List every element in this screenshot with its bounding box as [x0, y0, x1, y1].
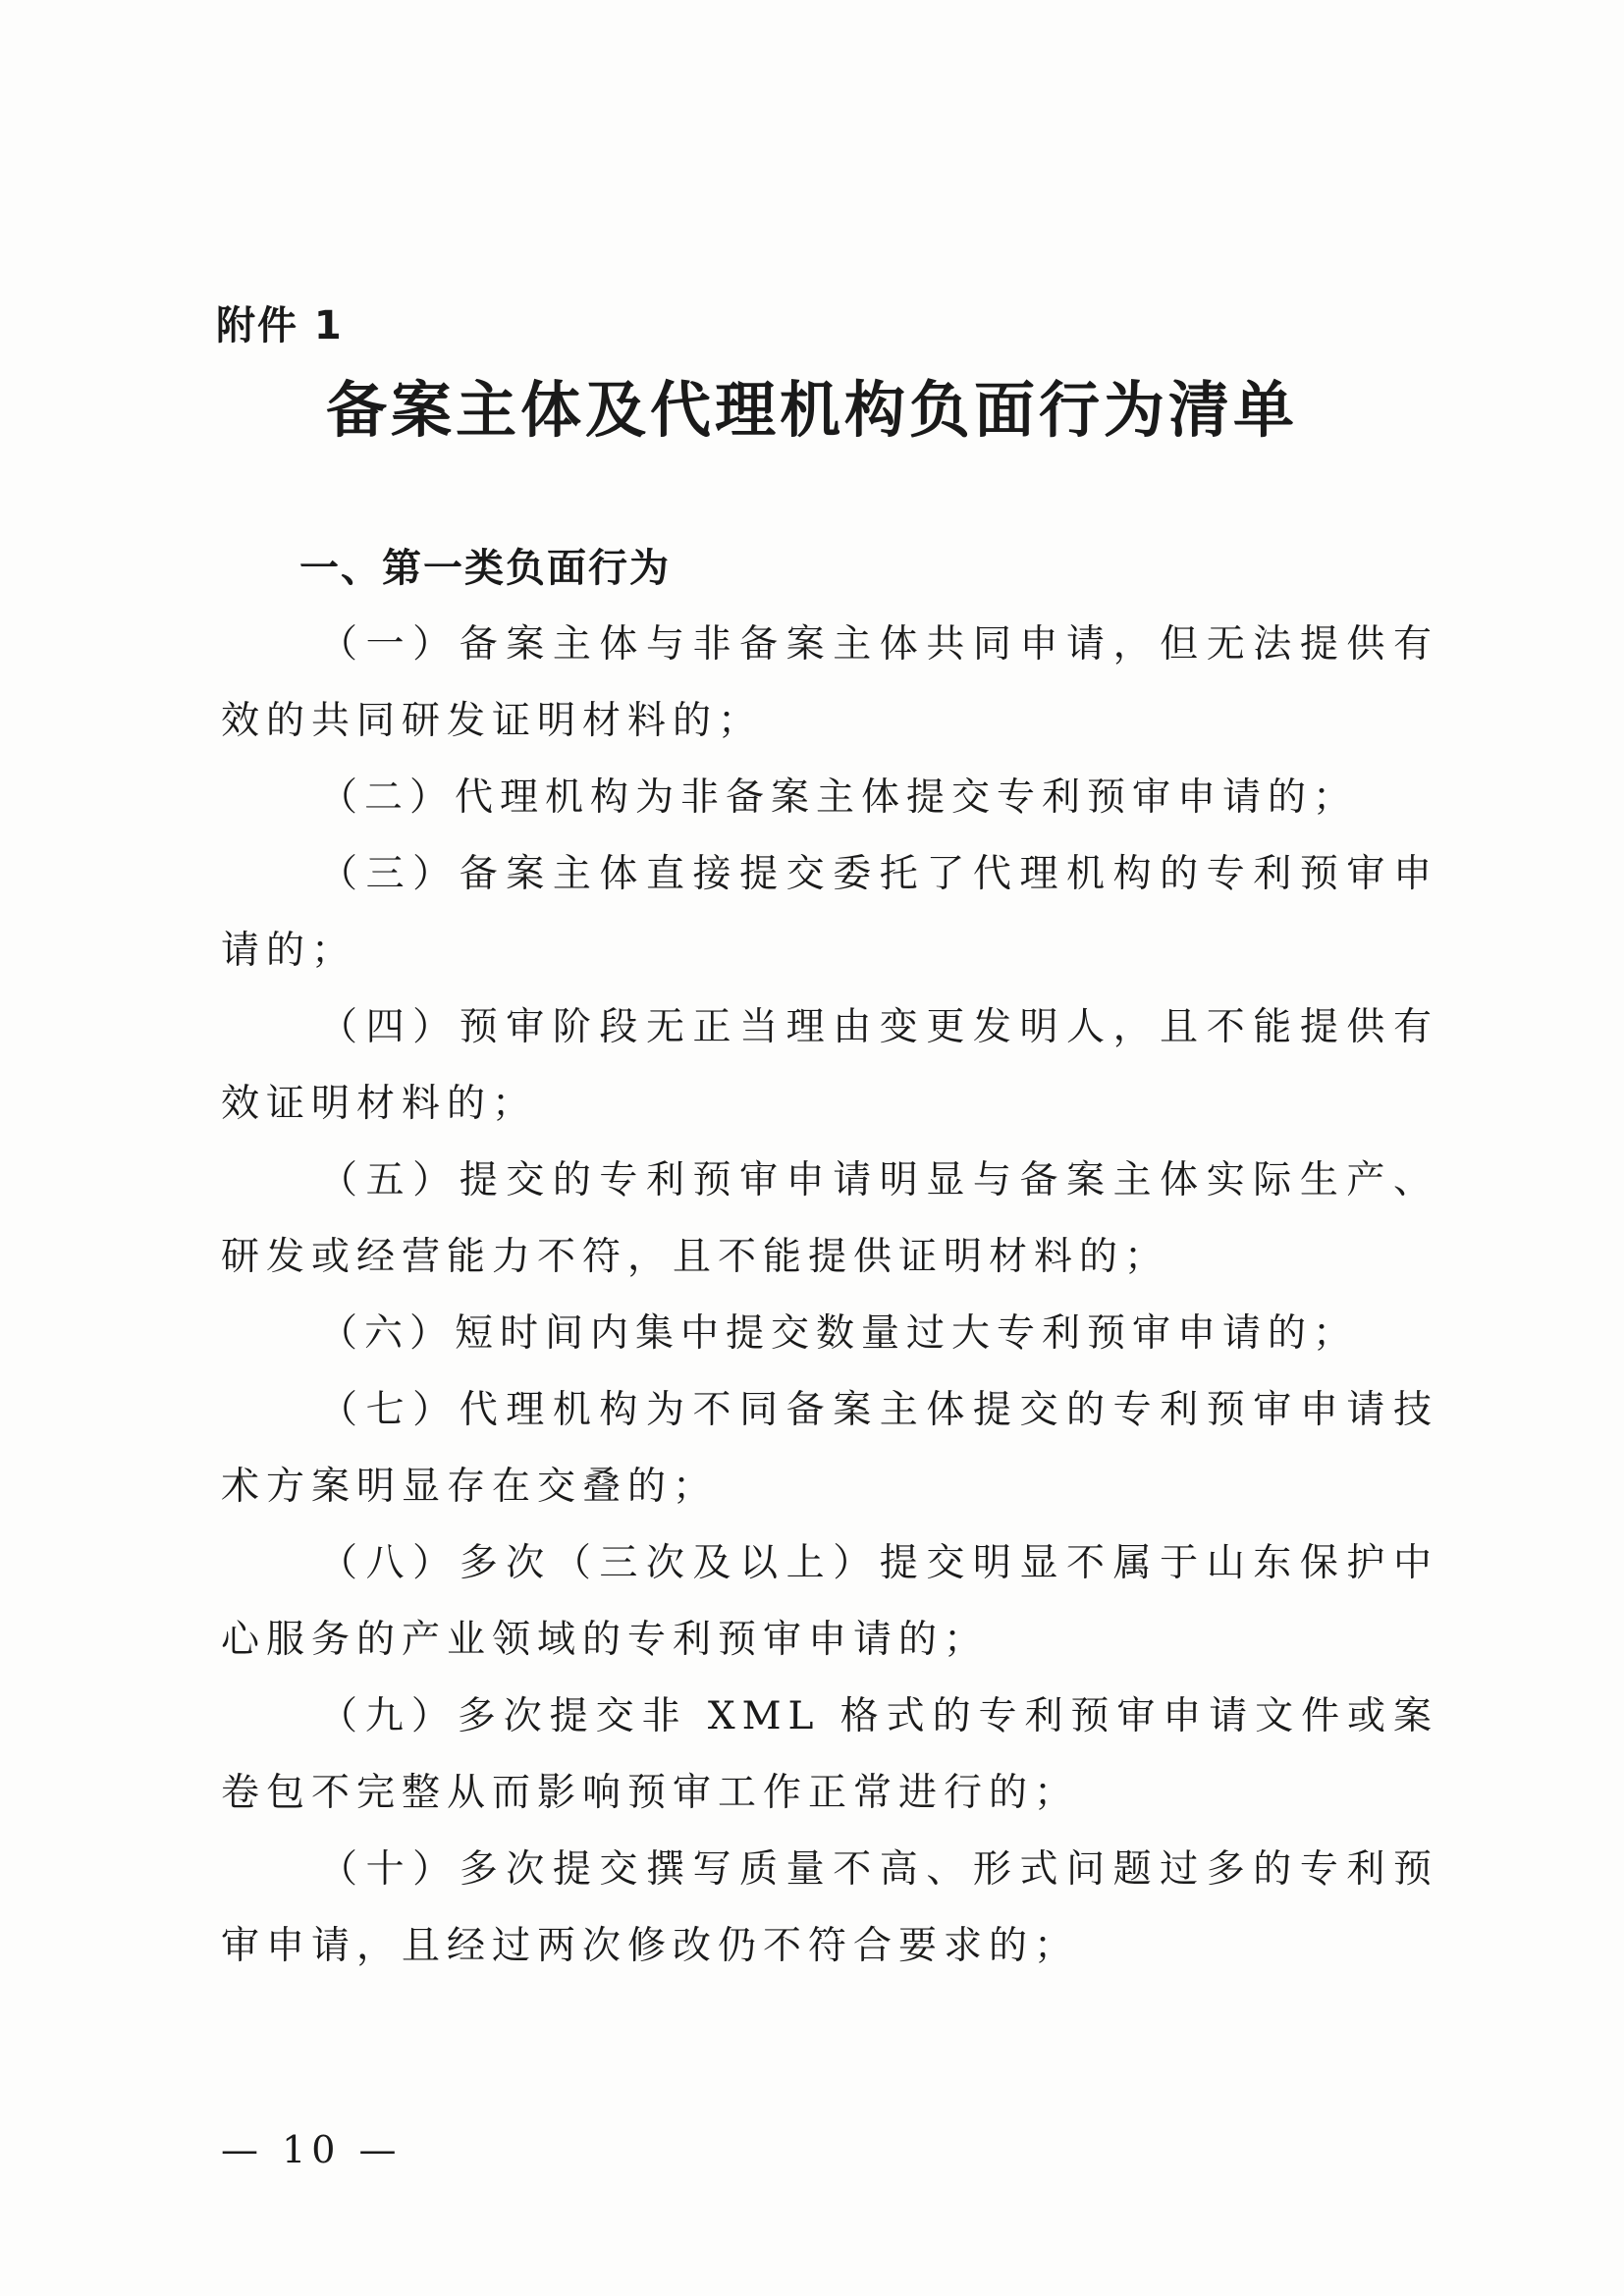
- page-number: — 10 —: [221, 2128, 403, 2171]
- attachment-label: 附件 1: [216, 303, 344, 348]
- list-item-1: （一）备案主体与非备案主体共同申请，但无法提供有效的共同研发证明材料的；: [221, 622, 1438, 743]
- document-title: 备案主体及代理机构负面行为清单: [325, 374, 1298, 446]
- list-item-5: （五）提交的专利预审申请明显与备案主体实际生产、研发或经营能力不符，且不能提供证明材料的；: [221, 1158, 1438, 1279]
- list-item-2: （二）代理机构为非备案主体提交专利预审申请的；: [319, 775, 1359, 820]
- list-item-10: （十）多次提交撰写质量不高、形式问题过多的专利预审申请，且经过两次修改仍不符合要求的；: [221, 1847, 1438, 1968]
- list-item-3: （三）备案主体直接提交委托了代理机构的专利预审申请的；: [221, 852, 1438, 973]
- list-item-6: （六）短时间内集中提交数量过大专利预审申请的；: [319, 1311, 1359, 1356]
- list-item-4: （四）预审阶段无正当理由变更发明人，且不能提供有效证明材料的；: [221, 1005, 1438, 1126]
- list-item-9: （九）多次提交非 XML 格式的专利预审申请文件或案卷包不完整从而影响预审工作正常进行的；: [221, 1694, 1438, 1815]
- document-body: [221, 530, 1438, 1985]
- section-heading: 一、第一类负面行为: [299, 546, 671, 591]
- list-item-8: （八）多次（三次及以上）提交明显不属于山东保护中心服务的产业领域的专利预审申请的；: [221, 1541, 1438, 1662]
- list-item-7: （七）代理机构为不同备案主体提交的专利预审申请技术方案明显存在交叠的；: [221, 1388, 1438, 1509]
